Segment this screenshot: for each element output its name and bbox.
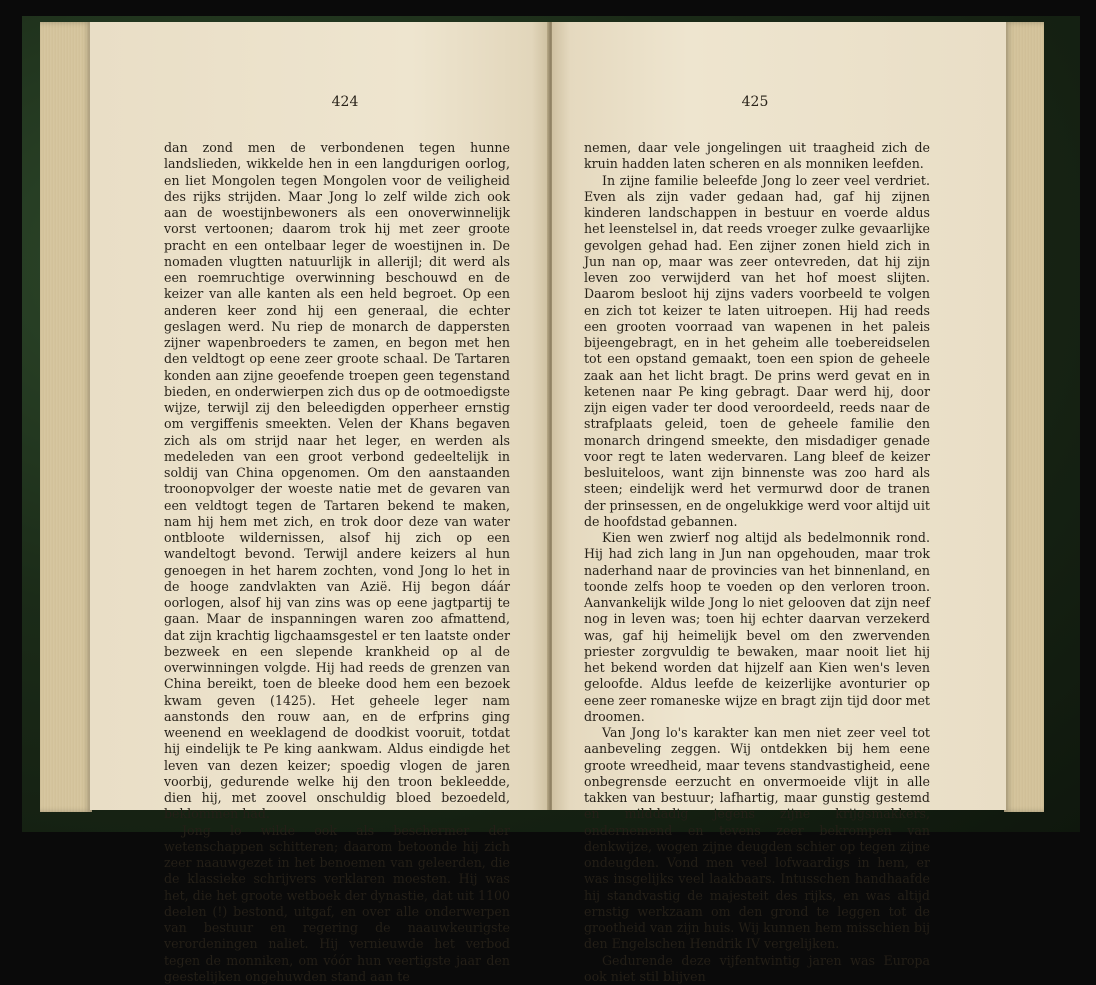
left-page (90, 22, 550, 810)
page-number: 425 (715, 94, 795, 110)
page-number: 424 (305, 94, 385, 110)
paragraph: Jong lo wilde ook als beschermer der wetenschappen schitteren; daarom betoonde hij zich zeer naauwgezet in het benoemen van geleerden, die de klassieke schrijvers verklaren moesten. Hij was het, die het groote wetboek der dynastie, dat uit 1100 deelen (!) bestond, uitgaf, en over alle onderwerpen van bestuur en regering de naauwkeurigste verordeningen naliet. Hij vernieuwde het verbod tegen de monniken, om vóór hun veertigste jaar den geestelijken ongehuwden stand aan te (164, 823, 510, 985)
paragraph: nemen, daar vele jongelingen uit traagheid zich de kruin hadden laten scheren en als monniken leefden. (584, 140, 930, 173)
page-edges-right (1004, 22, 1044, 812)
paragraph: dan zond men de verbondenen tegen hunne landslieden, wikkelde hen in een langdurigen oorlog, en liet Mongolen tegen Mongolen voor de veiligheid des rijks strijden. Maar Jong lo zelf wilde zich ook aan de woestijnbewoners als een onoverwinnelijk vorst vertoonen; daarom trok hij met zeer groote pracht en een ontelbaar leger de woestijnen in. De nomaden vlugtten natuurlijk in allerijl; dit werd als een roemruchtige overwinning beschouwd en de keizer van alle kanten als een held begroet. Op een anderen keer zond hij een generaal, die echter geslagen werd. Nu riep de monarch de dappersten zijner wapenbroeders te zamen, en begon met hen den veldtogt op eene zeer groote schaal. De Tartaren konden aan zijne geoefende troepen geen tegenstand bieden, en onderwierpen zich dus op de ootmoedigste wijze, terwijl zij den beleedigden opperheer ernstig om vergiffenis smeekten. Velen der Khans begaven zich als om strijd naar het leger, en werden als medeleden van een groot verbond gedeeltelijk in soldij van China opgenomen. Om den aanstaanden troonopvolger der woeste natie met de gevaren van een veldtogt tegen de Tartaren bekend te maken, nam hij hem met zich, en trok door deze van water ontbloote wildernissen, alsof hij zich op een wandeltogt bevond. Terwijl andere keizers al hun genoegen in het harem zochten, vond Jong lo het in de hooge zandvlakten van Azië. Hij begon dáár oorlogen, alsof hij van zins was op eene jagtpartij te gaan. Maar de inspanningen waren zoo afmattend, dat zijn krachtig ligchaamsgestel er ten laatste onder bezweek en een slepende krankheid op al de overwinningen volgde. Hij had reeds de grenzen van China bereikt, toen de bleeke dood hem een bezoek kwam geven (1425). Het geheele leger nam aanstonds den rouw aan, en de erfprins ging weenend en weeklagend de doodkist vooruit, totdat hij eindelijk te Pe king aankwam. Aldus eindigde het leven van dezen keizer; spoedig vlogen de jaren voorbij, gedurende welke hij den troon bekleedde, dien hij, met zoovel onschuldig bloed bezoedeld, beklommen had. (164, 140, 510, 823)
page-text (584, 140, 930, 985)
page-edges-left (40, 22, 92, 812)
paragraph: Gedurende deze vijfentwintig jaren was Europa ook niet stil blijven (584, 953, 930, 985)
paragraph: Van Jong lo's karakter kan men niet zeer veel tot aanbeveling zeggen. Wij ontdekken bij hem eene groote wreedheid, maar tevens standvastigheid, eene onbegrensde eerzucht en onvermoeide vlijt in alle takken van bestuur; lafhartig, maar gunstig gestemd en milddadig jegens zijne krijgsmakkers, ondernemend en tevens zeer bekrompen van denkwijze, wogen zijne deugden schier op tegen zijne ondeugden. Vond men veel lofwaardigs in hem, er was insgelijks veel laakbaars. Intusschen handhaafde hij standvastig de majesteit des rijks, en was altijd ernstig werkzaam om den grond te leggen tot de grootheid van zijn huis. Wij kunnen hem misschien bij den Engelschen Hendrik IV vergelijken. (584, 725, 930, 953)
right-page (552, 22, 1006, 810)
paragraph: Kien wen zwierf nog altijd als bedelmonnik rond. Hij had zich lang in Jun nan opgehouden, maar trok naderhand naar de provincies van het binnenland, en toonde zelfs hoop te voeden op den verloren troon. Aanvankelijk wilde Jong lo niet gelooven dat zijn neef nog in leven was; toen hij echter daarvan verzekerd was, gaf hij heimelijk bevel om den zwervenden priester zorgvuldig te bewaken, maar nooit liet hij het bekend worden dat hijzelf aan Kien wen's leven geloofde. Aldus leefde de keizerlijke avonturier op eene zeer romaneske wijze en bragt zijn tijd door met droomen. (584, 530, 930, 725)
page-text (164, 140, 510, 985)
paragraph: In zijne familie beleefde Jong lo zeer veel verdriet. Even als zijn vader gedaan had, gaf hij zijnen kinderen landschappen in bestuur en voerde aldus het leenstelsel in, dat reeds vroeger zulke gevaarlijke gevolgen gehad had. Een zijner zonen hield zich in Jun nan op, maar was zeer ontevreden, dat hij zijn leven zoo verwijderd van het hof moest slijten. Daarom besloot hij zijns vaders voorbeeld te volgen en zich tot keizer te laten uitroepen. Hij had reeds een grooten voorraad van wapenen in het paleis bijeengebragt, en in het geheim alle toebereidselen tot een opstand gemaakt, toen een spion de geheele zaak aan het licht bragt. De prins werd gevat en in ketenen naar Pe king gebragt. Daar werd hij, door zijn eigen vader ter dood veroordeeld, reeds naar de strafplaats geleid, toen de geheele familie den monarch dringend smeekte, den misdadiger genade voor regt te laten wedervaren. Lang bleef de keizer besluiteloos, want zijn binnenste was zoo hard als steen; eindelijk werd het vermurwd door de tranen der prinsessen, en de ongelukkige werd voor altijd uit de hoofdstad gebannen. (584, 173, 930, 531)
